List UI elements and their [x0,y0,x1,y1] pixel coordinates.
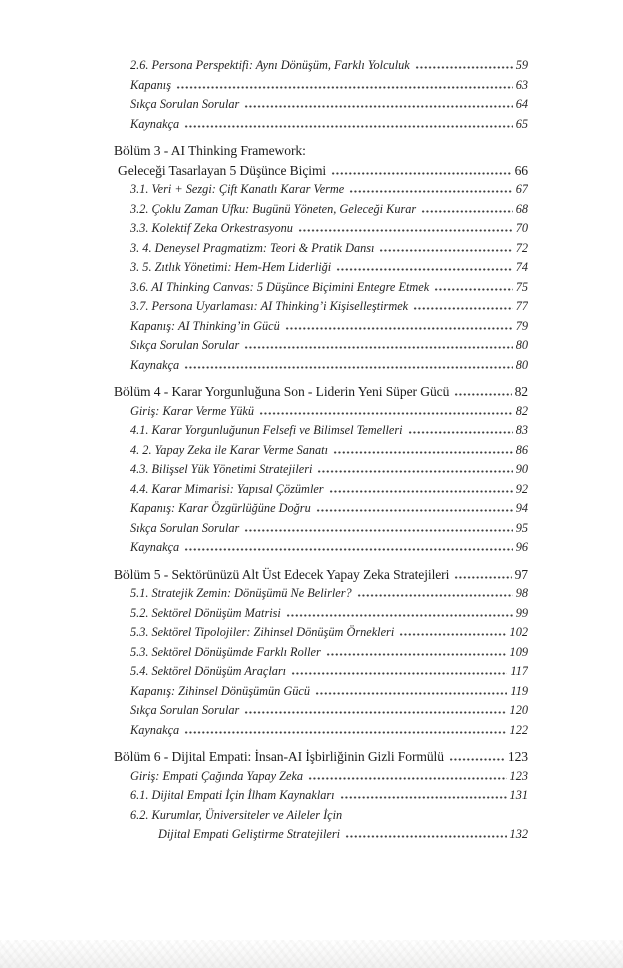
toc-entry-label: Kapanış: Zihinsel Dönüşümün Gücü [130,683,311,698]
toc-row [114,239,528,259]
toc-entry-label: 5.1. Stratejik Zemin: Dönüşümü Ne Belirler? [130,586,352,600]
dotted-leader [244,711,506,714]
dotted-leader [298,229,513,232]
toc-row [114,382,528,402]
toc-entry [114,297,528,317]
toc-row [114,460,528,480]
toc-row [114,806,528,826]
toc-entry [114,76,528,96]
toc-entry-label: Sıkça Sorulan Sorular [130,520,240,535]
dotted-leader [291,672,507,675]
toc-entry [114,278,528,298]
dotted-leader [349,190,512,193]
toc-entry-label: 5.4. Sektörel Dönüşüm Araçları [130,664,287,678]
page-number: 131 [509,788,528,802]
toc-entry-label: Kapanış: Karar Özgürlüğüne Doğru [130,501,311,515]
dotted-leader [184,548,513,551]
toc-entry-label: Sıkça Sorulan Sorular [130,338,240,352]
page-number: 70 [515,221,528,235]
page-number: 92 [515,481,528,496]
page-number: 122 [509,722,528,737]
toc-row [114,200,528,220]
dotted-leader [408,431,513,434]
page-number: 80 [515,357,528,372]
page-number: 117 [510,664,528,678]
toc-entry [114,356,528,376]
toc-entry-label: 5.3. Sektörel Dönüşümde Farklı Roller [130,644,321,659]
toc-chapter-heading [114,382,528,402]
page-number: 97 [514,566,528,582]
toc-chapter-heading [114,747,528,767]
page-number: 82 [514,384,528,399]
dotted-leader [449,758,505,761]
toc-row [114,662,528,682]
dotted-leader [415,66,513,69]
toc-entry [114,721,528,741]
toc-entry-label: Kapanış [130,77,171,92]
dotted-leader [315,692,507,695]
toc-row [114,682,528,702]
dotted-leader [176,86,513,89]
page-number: 75 [515,279,528,294]
page-number: 94 [515,501,528,515]
toc-entry [114,258,528,278]
toc-entry [114,115,528,135]
toc-entry [114,499,528,519]
toc-row [114,356,528,376]
page-number: 79 [515,318,528,333]
toc-row [114,623,528,643]
dotted-leader [336,268,513,271]
dotted-leader [434,288,513,291]
dotted-leader [317,470,512,473]
toc-chapter-heading [114,141,528,180]
dotted-leader [184,731,506,734]
toc-entry-label: 6.1. Dijital Empati İçin İlham Kaynakları [130,788,335,802]
page-number: 90 [515,462,528,476]
toc-entry [114,767,528,787]
toc-entry [114,480,528,500]
toc-row [114,767,528,787]
toc-row [114,721,528,741]
page-number: 74 [515,260,528,274]
dotted-leader [184,366,513,369]
dotted-leader [399,633,506,636]
toc-entry-label: Bölüm 5 - Sektörünüzü Alt Üst Edecek Yapay Zeka Stratejileri [114,566,450,582]
dotted-leader [333,451,513,454]
toc-row [114,604,528,624]
page-number: 80 [515,338,528,352]
page-number: 95 [515,520,528,535]
toc-entry-label: 6.2. Kurumlar, Üniversiteler ve Aileler İçin [130,807,343,822]
page-number: 64 [515,97,528,111]
toc-entry-label: 4.1. Karar Yorgunluğunun Felsefi ve Bilimsel Temelleri [130,423,403,437]
page-number: 132 [509,827,528,841]
toc-entry [114,219,528,239]
dotted-leader [454,576,511,579]
toc-row [114,786,528,806]
page-number: 119 [510,683,528,698]
toc-row [114,441,528,461]
toc-entry [114,806,528,845]
dotted-leader [326,653,507,656]
toc-row [114,180,528,200]
page-number: 59 [515,58,528,72]
toc-row [114,219,528,239]
toc-row [114,336,528,356]
page-number: 102 [509,625,528,639]
toc-entry-label: 5.3. Sektörel Tipolojiler: Zihinsel Dönüşüm Örnekleri [130,625,395,639]
toc-entry-label: Kaynakça [130,722,180,737]
toc-row [114,538,528,558]
dotted-leader [244,105,512,108]
toc-entry [114,584,528,604]
toc-row [114,701,528,721]
toc-row [114,480,528,500]
page-number: 123 [509,768,528,783]
page-number: 83 [515,423,528,437]
page-number: 68 [515,201,528,216]
toc-list [114,56,528,845]
toc-entry-label: Kaynakça [130,540,180,554]
page-number: 77 [515,299,528,313]
toc-entry [114,662,528,682]
page-number: 72 [515,240,528,255]
dotted-leader [454,393,511,396]
dotted-leader [345,835,506,838]
toc-row [114,56,528,76]
dotted-leader [308,777,506,780]
dotted-leader [331,172,512,175]
toc-row [114,402,528,422]
page-number: 67 [515,182,528,196]
toc-row [114,825,528,845]
toc-row [114,317,528,337]
toc-row [114,76,528,96]
dotted-leader [421,210,512,213]
toc-row [114,499,528,519]
page-number: 82 [515,403,528,418]
toc-entry-label: Bölüm 4 - Karar Yorgunluğuna Son - Liderin Yeni Süper Gücü [114,384,450,399]
toc-entry [114,519,528,539]
toc-row [114,278,528,298]
toc-entry [114,239,528,259]
toc-entry-label: 4. 2. Yapay Zeka ile Karar Verme Sanatı [130,442,328,457]
toc-row [114,747,528,767]
toc-row [114,141,528,161]
toc-entry-label: 3.7. Persona Uyarlaması: AI Thinking’i Kişiselleştirmek [130,299,409,313]
toc-row [114,115,528,135]
dotted-leader [413,307,513,310]
toc-entry-label: Sıkça Sorulan Sorular [130,703,240,717]
toc-entry-label: Kapanış: AI Thinking’in Gücü [130,318,280,333]
page-number: 98 [515,586,528,600]
dotted-leader [244,346,512,349]
toc-entry [114,682,528,702]
toc-entry-label: 3.3. Kolektif Zeka Orkestrasyonu [130,221,293,235]
toc-entry-label: Geleceği Tasarlayan 5 Düşünce Biçimi [118,162,327,178]
toc-entry-label: Bölüm 3 - AI Thinking Framework: [114,143,306,158]
toc-entry [114,786,528,806]
toc-entry-label: Dijital Empati Geliştirme Stratejileri [158,827,341,841]
toc-entry [114,421,528,441]
toc-chapter-heading [114,565,528,585]
dotted-leader [244,529,512,532]
toc-entry-label: 2.6. Persona Perspektifi: Aynı Dönüşüm, Farklı Yolculuk [130,58,410,72]
dotted-leader [285,327,513,330]
toc-entry-label: 3. 4. Deneysel Pragmatizm: Teori & Pratik Dansı [130,240,375,255]
toc-entry [114,317,528,337]
toc-entry [114,56,528,76]
toc-entry-label: Sıkça Sorulan Sorular [130,97,240,111]
toc-entry [114,402,528,422]
toc-entry [114,95,528,115]
toc-entry [114,460,528,480]
page-number: 109 [509,644,528,659]
dotted-leader [357,594,513,597]
toc-row [114,161,528,181]
dotted-leader [286,614,513,617]
toc-entry-label: 5.2. Sektörel Dönüşüm Matrisi [130,605,281,620]
toc-entry-label: Giriş: Empati Çağında Yapay Zeka [130,768,304,783]
toc-entry [114,200,528,220]
toc-entry [114,623,528,643]
toc-row [114,643,528,663]
toc-row [114,297,528,317]
toc-entry-label: 4.3. Bilişsel Yük Yönetimi Stratejileri [130,462,313,476]
toc-row [114,519,528,539]
page-number: 123 [507,749,528,764]
toc-entry-label: Giriş: Karar Verme Yükü [130,403,254,418]
toc-entry-label: 3. 5. Zıtlık Yönetimi: Hem-Hem Liderliği [130,260,332,274]
toc-entry [114,180,528,200]
dotted-leader [329,490,513,493]
page-number: 66 [514,162,528,178]
toc-entry [114,538,528,558]
dotted-leader [316,509,513,512]
dotted-leader [340,796,507,799]
toc-entry [114,336,528,356]
page-number: 63 [515,77,528,92]
toc-entry-label: 3.2. Çoklu Zaman Ufku: Bugünü Yöneten, Geleceği Kurar [130,201,417,216]
toc-entry-label: 4.4. Karar Mimarisi: Yapısal Çözümler [130,481,324,496]
toc-entry-label: Kaynakça [130,116,180,131]
dotted-leader [379,249,512,252]
page-number: 65 [515,116,528,131]
dotted-leader [259,412,513,415]
toc-row [114,565,528,585]
toc-entry [114,701,528,721]
page-number: 96 [515,540,528,554]
toc-entry [114,643,528,663]
toc-entry-label: Kaynakça [130,357,180,372]
toc-entry [114,441,528,461]
toc-row [114,258,528,278]
page-number: 99 [515,605,528,620]
toc-row [114,95,528,115]
toc-row [114,584,528,604]
toc-entry [114,604,528,624]
dotted-leader [184,125,513,128]
toc-entry-label: 3.6. AI Thinking Canvas: 5 Düşünce Biçimini Entegre Etmek [130,279,430,294]
toc-entry-label: 3.1. Veri + Sezgi: Çift Kanatlı Karar Verme [130,182,345,196]
scan-edge-texture [0,940,623,968]
page-number: 120 [509,703,528,717]
toc-entry-label: Bölüm 6 - Dijital Empati: İnsan-AI İşbirliğinin Gizli Formülü [114,749,444,764]
page-number: 86 [515,442,528,457]
toc-row [114,421,528,441]
